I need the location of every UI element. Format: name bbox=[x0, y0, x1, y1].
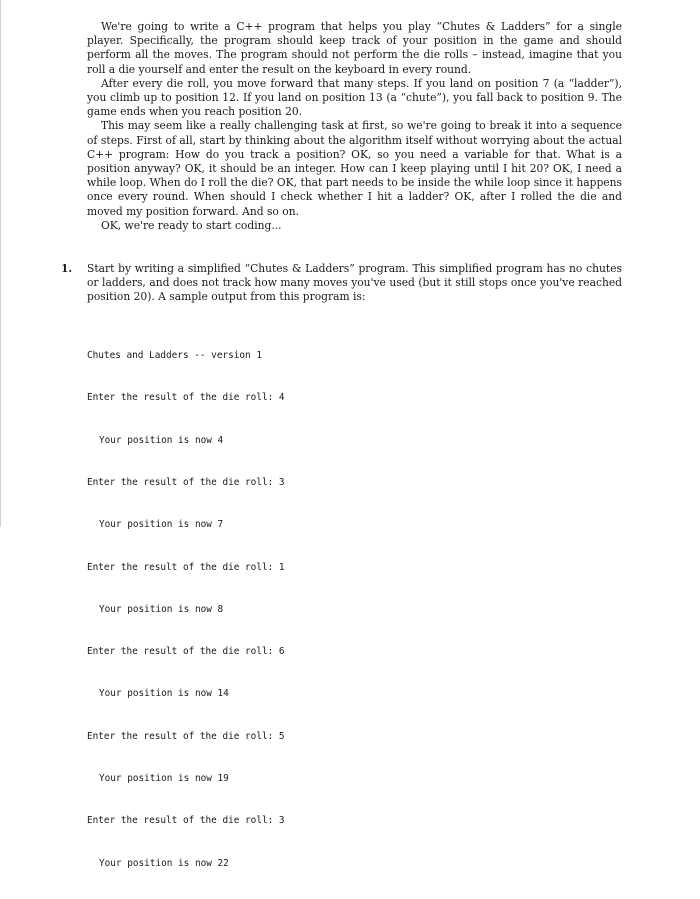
result-line: Your position is now 22 bbox=[99, 857, 229, 869]
exercise-item-1 bbox=[61, 262, 622, 305]
prompt-line: Enter the result of the die roll: 3 bbox=[87, 815, 285, 827]
result-line: Your position is now 14 bbox=[99, 688, 229, 700]
result-line: Your position is now 8 bbox=[99, 603, 224, 615]
intro-text bbox=[87, 20, 622, 233]
prompt-line: Enter the result of the die roll: 3 bbox=[87, 477, 285, 489]
result-line: Your position is now 7 bbox=[99, 519, 224, 531]
sample-output-title: Chutes and Ladders -- version 1 bbox=[87, 350, 262, 362]
prompt-line: Enter the result of the die roll: 6 bbox=[87, 646, 285, 658]
intro-paragraph-2: After every die roll, you move forward that many steps. If you land on position 7 (a “ladder”), you climb up to position 12. If you land on position 13 (a “chute”), you fall back to position 9. The game ends when you reach position 20. bbox=[87, 76, 622, 119]
item-text: Start by writing a simplified “Chutes & Ladders” program. This simplified program has no chutes or ladders, and does not track how many moves you've used (but it still stops once you've reached position 20). A sample output from this program is: bbox=[87, 262, 622, 304]
sample-output bbox=[87, 321, 285, 899]
prompt-line: Enter the result of the die roll: 4 bbox=[87, 392, 285, 404]
prompt-line: Enter the result of the die roll: 1 bbox=[87, 561, 285, 573]
prompt-line: Enter the result of the die roll: 5 bbox=[87, 730, 285, 742]
result-line: Your position is now 19 bbox=[99, 773, 229, 784]
intro-paragraph-3: This may seem like a really challenging task at first, so we're going to break it into a sequence of steps. First of all, start by thinking about the algorithm itself without worrying about the actual C++ program: How do you track a position? OK, so you need a variable for that. What is a position anyway? OK, it should be an integer. How can I keep playing until I hit 20? OK, I need a while loop. When do I roll the die? OK, that part needs to be inside the while loop since it happens once every round. When should I check whether I hit a ladder? OK, after I rolled the die and moved my position forward. And so on. bbox=[87, 119, 622, 218]
result-line: Your position is now 4 bbox=[99, 434, 224, 446]
item-number: 1. bbox=[61, 262, 73, 275]
intro-paragraph-4: OK, we're ready to start coding... bbox=[101, 218, 282, 232]
intro-paragraph-1: We're going to write a C++ program that helps you play “Chutes & Ladders” for a single player. Specifically, the program should keep track of your position in the game and should perform all the moves. The program should not perform the die rolls – instead, imagine that you roll a die yourself and enter the result on the keyboard in every round. bbox=[87, 20, 622, 76]
